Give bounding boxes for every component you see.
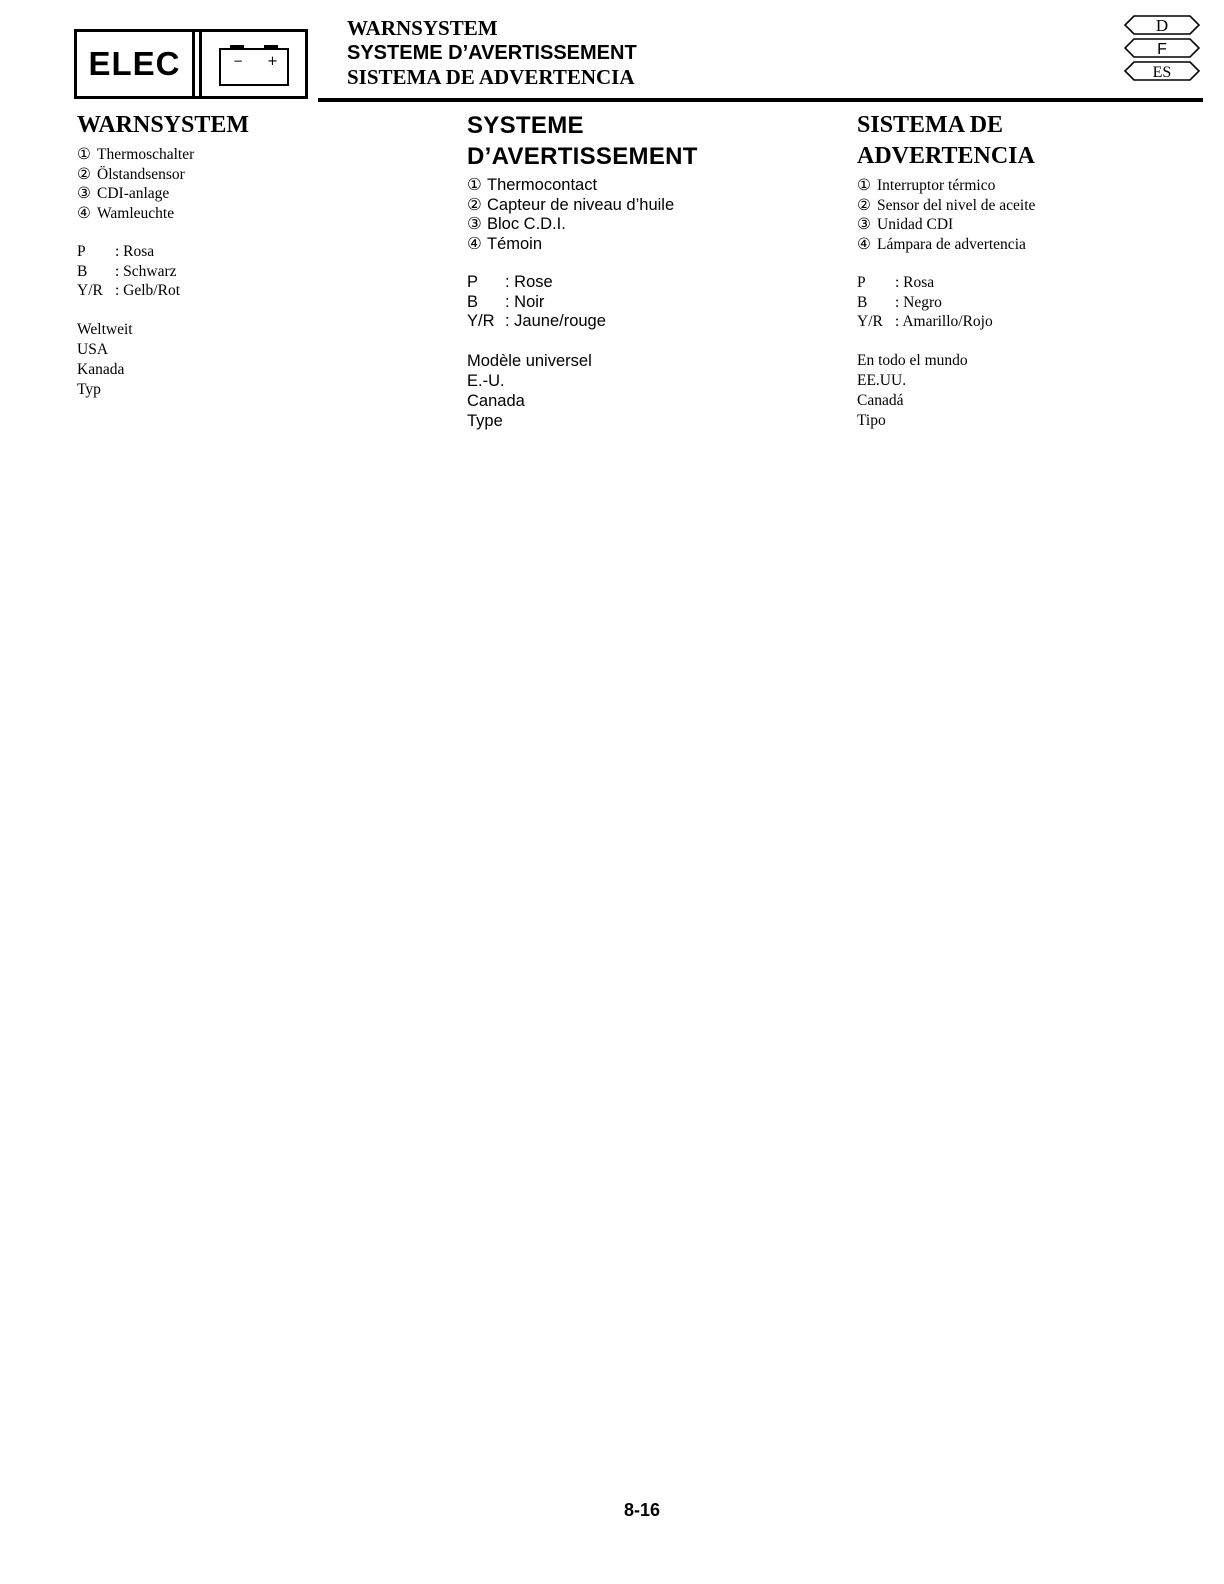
color-code-row [77, 262, 447, 282]
item-number: ④ [77, 204, 91, 222]
battery-plus-sign: + [266, 54, 278, 69]
language-badge-fr-label: F [1157, 41, 1167, 58]
color-name: : Noir [505, 292, 545, 311]
region-label: Canadá [857, 391, 904, 409]
color-code-row [467, 293, 837, 313]
language-badge-de [1124, 14, 1200, 36]
list-item [857, 235, 1224, 255]
color-code-row [857, 312, 1224, 332]
page-title-fr: SYSTEME D’AVERTISSEMENT [347, 41, 637, 64]
item-number: ② [77, 165, 91, 183]
color-code-row [467, 273, 837, 293]
region-label: En todo el mundo [857, 351, 968, 369]
region-label: Tipo [857, 411, 886, 429]
column-heading-fr [467, 110, 837, 172]
list-item [857, 215, 1224, 235]
item-number: ④ [857, 235, 871, 253]
color-codes-es [857, 273, 1224, 332]
item-text: Interruptor térmico [877, 177, 996, 194]
language-badge-de-label: D [1155, 16, 1169, 35]
column-heading-es [857, 110, 1224, 172]
color-codes-de [77, 242, 447, 301]
item-number: ① [857, 177, 871, 194]
color-code: P [77, 243, 86, 260]
section-label: ELEC [77, 32, 195, 96]
regions-de [77, 320, 447, 400]
color-name: : Jaune/rouge [505, 312, 606, 330]
column-heading-es-line2: ADVERTENCIA [857, 143, 1035, 169]
page-title-block [347, 16, 637, 90]
section-tab [74, 29, 308, 99]
region-label: Typ [77, 380, 101, 398]
column-heading-fr-line1: SYSTEME [467, 112, 584, 139]
language-badge-es [1124, 60, 1200, 82]
column-heading-fr-line2: D’AVERTISSEMENT [467, 143, 698, 170]
color-name: : Rosa [115, 243, 155, 260]
list-item [77, 204, 447, 224]
battery-minus-sign: − [232, 54, 243, 68]
page-title-de: WARNSYSTEM [347, 16, 498, 40]
list-item [857, 176, 1224, 196]
item-number: ③ [77, 185, 91, 202]
item-text: Thermocontact [487, 176, 598, 194]
regions-es [857, 351, 1224, 431]
page-title-es: SISTEMA DE ADVERTENCIA [347, 65, 635, 89]
item-number: ③ [857, 216, 871, 233]
color-code-row [857, 293, 1224, 313]
region-label: Kanada [77, 360, 125, 378]
language-badge-es-label: ES [1152, 64, 1172, 81]
color-code: Y/R [857, 313, 883, 330]
language-badge-fr [1124, 37, 1200, 59]
page-number: 8-16 [623, 1500, 661, 1520]
item-number: ④ [467, 234, 482, 253]
region-label: EE.UU. [857, 371, 907, 389]
list-item [77, 145, 447, 165]
color-name: : Schwarz [115, 262, 177, 280]
parts-list-es [857, 176, 1224, 254]
color-code: Y/R [467, 312, 495, 330]
color-code: B [857, 293, 868, 311]
list-item [467, 215, 837, 235]
item-text: Unidad CDI [877, 216, 954, 233]
item-text: Capteur de niveau d’huile [487, 195, 675, 214]
color-name: : Gelb/Rot [115, 282, 181, 299]
item-text: Ölstandsensor [97, 165, 185, 183]
list-item [467, 196, 837, 216]
color-code-row [77, 242, 447, 262]
language-badges [1124, 14, 1200, 83]
color-code: B [77, 262, 88, 280]
color-code: B [467, 292, 479, 311]
region-label: E.-U. [467, 371, 505, 390]
color-code: P [857, 274, 866, 291]
color-name: : Negro [895, 293, 942, 311]
regions-fr [467, 351, 837, 431]
item-text: Lámpara de advertencia [877, 235, 1026, 253]
list-item [77, 165, 447, 185]
item-number: ① [467, 176, 482, 194]
item-number: ③ [467, 215, 482, 233]
parts-list-fr [467, 176, 837, 254]
color-code: Y/R [77, 282, 103, 299]
item-text: Sensor del nivel de aceite [877, 196, 1036, 214]
color-name: : Amarillo/Rojo [895, 313, 993, 330]
column-french [467, 110, 837, 450]
color-name: : Rose [505, 273, 553, 291]
item-number: ② [857, 196, 871, 214]
item-number: ② [467, 195, 482, 214]
list-item [467, 235, 837, 255]
parts-list-de [77, 145, 447, 223]
list-item [857, 196, 1224, 216]
color-code-row [857, 273, 1224, 293]
item-text: Témoin [487, 234, 543, 253]
item-number: ① [77, 146, 91, 163]
color-code-row [77, 281, 447, 301]
item-text: Thermoschalter [97, 146, 195, 163]
color-codes-fr [467, 273, 837, 332]
region-label: Canada [467, 391, 525, 410]
region-label: USA [77, 340, 109, 358]
region-label: Weltweit [77, 320, 133, 338]
region-label: Type [467, 411, 503, 430]
color-code: P [467, 273, 479, 291]
item-text: Wamleuchte [97, 204, 175, 222]
column-german [77, 110, 447, 419]
column-heading-de: WARNSYSTEM [77, 112, 250, 138]
list-item [77, 184, 447, 204]
column-heading-es-line1: SISTEMA DE [857, 112, 1004, 138]
list-item [467, 176, 837, 196]
battery-icon [214, 39, 294, 89]
column-spanish [857, 110, 1224, 450]
battery-icon-cell [199, 32, 305, 96]
item-text: Bloc C.D.I. [487, 215, 566, 233]
header-rule [318, 98, 1203, 102]
color-code-row [467, 312, 837, 332]
item-text: CDI-anlage [97, 185, 170, 202]
color-name: : Rosa [895, 274, 935, 291]
region-label: Modèle universel [467, 351, 592, 370]
